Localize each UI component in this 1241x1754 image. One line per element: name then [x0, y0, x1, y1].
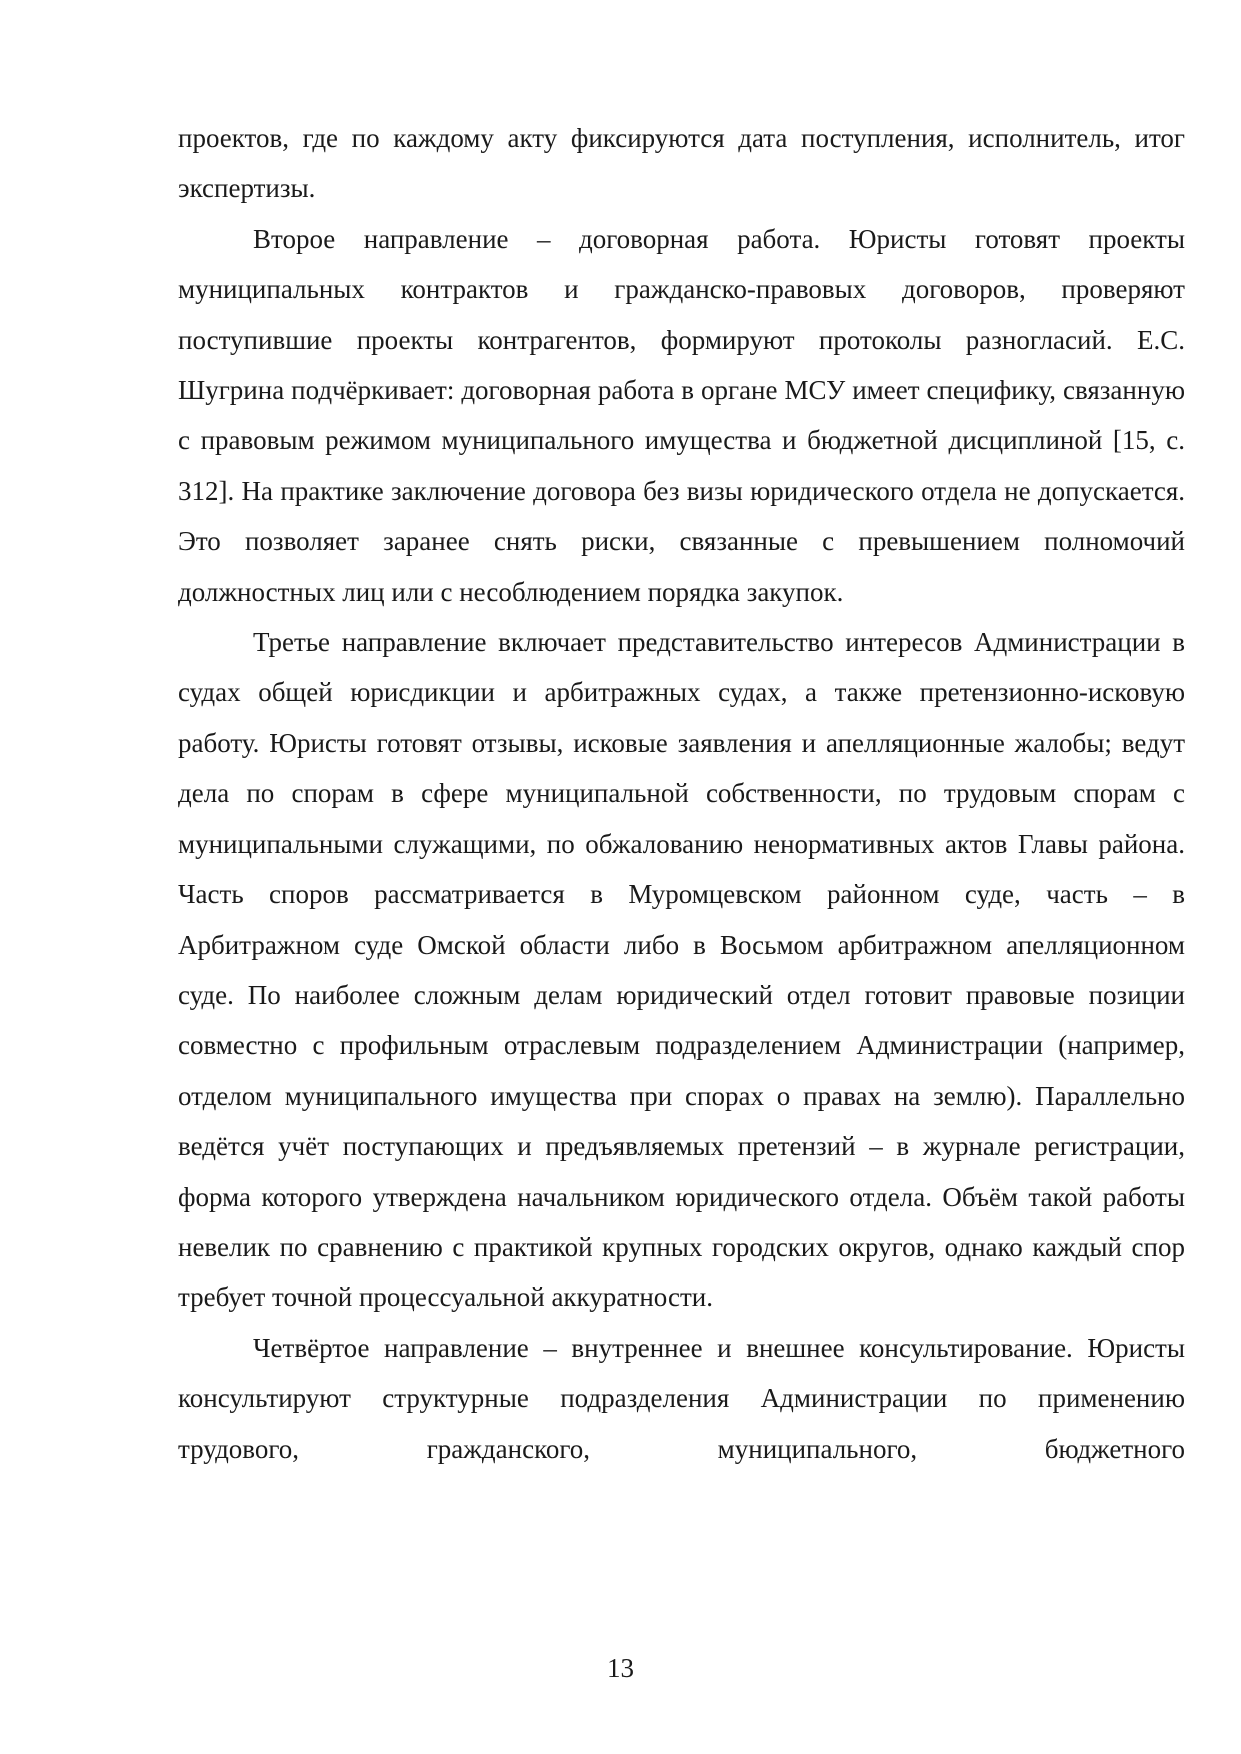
- page-number: 13: [607, 1653, 634, 1683]
- paragraph-contract-work: Второе направление – договорная работа. Юристы готовят проекты муниципальных контрактов и гражданско-правовых договоров, проверяют поступившие проекты контрагентов, формируют протоколы разногласий. Е.С. Шугрина подчёркивает: договорная работа в органе МСУ имеет специфику, связанную с правовым режимом муниципального имущества и бюджетной дисциплиной [15, с. 312]. На практике заключение договора без визы юридического отдела не допускается. Это позволяет заранее снять риски, связанные с превышением полномочий должностных лиц или с несоблюдением порядка закупок.: [178, 223, 1185, 607]
- paragraph-continuation: проектов, где по каждому акту фиксируются дата поступления, исполнитель, итог экспертизы.: [178, 123, 1185, 204]
- paragraph-court-representation: Третье направление включает представительство интересов Администрации в судах общей юрисдикции и арбитражных судах, а также претензионно-исковую работу. Юристы готовят отзывы, исковые заявления и апелляционные жалобы; ведут дела по спорам в сфере муниципальной собственности, по трудовым спорам с муниципальными служащими, по обжалованию ненормативных актов Главы района. Часть споров рассматривается в Муромцевском районном суде, часть – в Арбитражном суде Омской области либо в Восьмом арбитражном апелляционном суде. По наиболее сложным делам юридический отдел готовит правовые позиции совместно с профильным отраслевым подразделением Администрации (например, отделом муниципального имущества при спорах о правах на землю). Параллельно ведётся учёт поступающих и предъявляемых претензий – в журнале регистрации, форма которого утверждена начальником юридического отдела. Объём такой работы невелик по сравнению с практикой крупных городских округов, однако каждый спор требует точной процессуальной аккуратности.: [178, 627, 1185, 1313]
- paragraph-consulting: Четвёртое направление – внутреннее и внешнее консультирование. Юристы консультируют структурные подразделения Администрации по применению трудового, гражданского, муниципального, бюджетного: [178, 1332, 1185, 1464]
- document-body: [178, 113, 1185, 1474]
